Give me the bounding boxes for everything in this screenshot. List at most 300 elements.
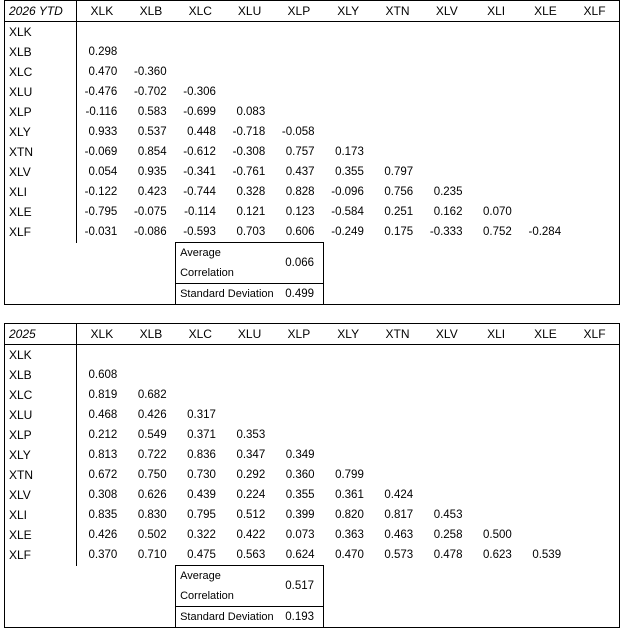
cell [225,22,274,43]
correlation-matrix-2025 [4,323,620,628]
cell [521,405,570,425]
cell [422,365,471,385]
spacer [324,284,373,305]
cell: -0.308 [232,146,266,158]
cell [274,82,323,102]
cell: -0.744 [183,186,216,198]
cell [521,102,570,122]
cell [225,405,274,425]
column-header-xli: XLI [471,1,520,22]
cell [176,365,225,385]
cell [570,445,619,465]
cell [373,365,422,385]
column-header-xlc: XLC [176,324,225,345]
row-label: XLU [5,405,77,425]
cell [422,42,471,62]
cell [422,445,471,465]
cell: -0.096 [331,186,364,198]
cell: 0.606 [285,226,315,238]
cell [324,425,373,445]
cell: 0.322 [187,529,216,541]
cell [570,405,619,425]
cell [521,445,570,465]
cell [570,122,619,142]
spacer [77,566,126,607]
cell: 0.453 [433,509,463,521]
cell: -0.476 [84,86,118,98]
cell [225,345,274,366]
cell: -0.031 [84,226,118,239]
cell [126,42,175,62]
column-header-xlp: XLP [274,1,323,22]
cell [324,365,373,385]
cell [373,22,422,43]
cell: 0.212 [88,429,118,441]
spacer [570,566,619,607]
cell: -0.058 [281,126,315,138]
cell: 0.070 [483,206,512,218]
cell [521,182,570,202]
cell [225,82,274,102]
spacer [324,566,373,607]
cell: -0.075 [133,206,167,218]
table-row [5,222,620,243]
cell [274,62,323,82]
summary-row-stdev [5,284,620,305]
cell [521,465,570,485]
cell: -0.341 [183,166,216,178]
cell [570,485,619,505]
cell: -0.086 [133,226,167,239]
cell: 0.308 [88,489,118,501]
spacer [126,243,175,284]
cell: 0.468 [88,409,118,421]
correlation-table [4,0,620,305]
cell [274,22,323,43]
row-label: XLC [5,385,77,405]
row-label: XTN [5,465,77,485]
table-row [5,62,620,82]
cell [324,82,373,102]
cell: 0.353 [236,429,266,441]
cell [570,425,619,445]
cell [373,385,422,405]
cell [521,62,570,82]
cell [373,102,422,122]
cell: 0.371 [187,429,216,441]
cell: 0.347 [236,449,266,461]
cell [570,525,619,545]
row-label: XLY [5,122,77,142]
cell: 0.750 [137,469,167,481]
cell [324,62,373,82]
row-label: XLI [5,182,77,202]
cell: 0.799 [335,469,364,481]
column-header-xly: XLY [324,324,373,345]
cell [570,222,619,243]
cell [570,42,619,62]
cell [570,162,619,182]
cell: 0.328 [236,186,266,198]
summary-value-standard-deviation: 0.193 [274,607,323,628]
cell: 0.797 [384,166,414,178]
spacer [570,607,619,628]
cell: 0.757 [285,146,315,158]
cell: 0.935 [137,166,167,178]
summary-label-average-correlation: Average Correlation [176,243,275,284]
column-header-xlf: XLF [570,1,619,22]
cell [422,425,471,445]
cell [225,385,274,405]
cell: -0.122 [84,186,118,198]
cell: 0.173 [335,146,364,158]
column-header-xlu: XLU [225,324,274,345]
cell [373,122,422,142]
spacer [521,566,570,607]
cell: 0.703 [236,226,266,238]
cell [422,405,471,425]
row-label: XLK [5,345,77,366]
spacer [5,243,77,284]
cell: 0.502 [137,529,167,541]
cell: 0.399 [285,509,315,521]
cell [570,142,619,162]
column-header-xli: XLI [471,324,520,345]
cell: -0.249 [331,226,364,239]
spacer [422,566,471,607]
cell [373,425,422,445]
cell [324,445,373,465]
row-label: XLE [5,525,77,545]
cell [521,385,570,405]
cell: 0.830 [137,509,167,521]
table-row [5,182,620,202]
spacer [570,284,619,305]
spacer [422,243,471,284]
column-header-xlk: XLK [77,1,126,22]
spacer [5,566,77,607]
cell: -0.699 [183,106,216,118]
cell [422,485,471,505]
table-row [5,142,620,162]
summary-label-standard-deviation: Standard Deviation [176,607,275,628]
column-header-xlk: XLK [77,324,126,345]
cell: 0.175 [384,226,414,239]
cell: 0.624 [285,549,315,561]
cell: 0.437 [285,166,315,178]
column-header-xlb: XLB [126,1,175,22]
spacer [471,284,520,305]
cell: 0.573 [384,549,414,562]
cell: 0.933 [88,126,118,138]
cell: -0.584 [331,206,364,218]
cell: 0.682 [137,389,167,401]
table-row [5,445,620,465]
spacer [77,243,126,284]
table-header-row [5,1,620,22]
column-header-xlc: XLC [176,1,225,22]
spacer [373,284,422,305]
cell: 0.422 [236,529,266,541]
spacer [422,284,471,305]
cell: 0.539 [532,549,562,562]
cell: -0.333 [429,226,463,239]
summary-row-stdev [5,607,620,628]
column-header-xle: XLE [521,324,570,345]
table-row [5,525,620,545]
cell [126,22,175,43]
cell [422,385,471,405]
cell [471,102,520,122]
cell: 0.463 [384,529,414,541]
spacer [324,607,373,628]
cell [176,385,225,405]
cell [570,182,619,202]
section-divider [0,305,624,323]
spacer [126,607,175,628]
spacer [471,243,520,284]
cell [471,505,520,525]
summary-value-standard-deviation: 0.499 [274,284,323,305]
table-row [5,545,620,566]
cell [471,182,520,202]
table-row [5,345,620,366]
table-row [5,202,620,222]
row-label: XLI [5,505,77,525]
cell [570,465,619,485]
column-header-xtn: XTN [373,324,422,345]
matrix-title: 2026 YTD [5,1,77,22]
cell [274,405,323,425]
cell: -0.761 [232,166,266,178]
table-row [5,122,620,142]
summary-row-average [5,566,620,607]
cell [176,42,225,62]
cell: 0.298 [88,46,118,58]
cell [126,365,175,385]
summary-value-average-correlation: 0.517 [274,566,323,607]
cell [422,102,471,122]
spacer [521,607,570,628]
matrix-title: 2025 [5,324,77,345]
cell [422,82,471,102]
cell: 0.426 [88,529,118,541]
cell [521,485,570,505]
cell: 0.836 [187,449,216,461]
cell [274,42,323,62]
cell [471,465,520,485]
cell [471,22,520,43]
cell [570,102,619,122]
cell [521,142,570,162]
table-row [5,405,620,425]
summary-row-average [5,243,620,284]
cell [570,505,619,525]
cell [126,345,175,366]
cell [570,545,619,566]
cell [471,162,520,182]
spacer [373,607,422,628]
cell [471,445,520,465]
cell: 0.355 [285,489,315,501]
cell [274,102,323,122]
cell [176,22,225,43]
cell [521,162,570,182]
cell: 0.835 [88,509,118,521]
cell [521,42,570,62]
cell: 0.828 [285,186,315,198]
table-header-row [5,324,620,345]
cell [373,142,422,162]
row-label: XLY [5,445,77,465]
cell [521,22,570,43]
cell [77,22,126,43]
cell: 0.583 [137,106,167,118]
cell: -0.612 [183,146,216,158]
cell: 0.756 [384,186,414,198]
row-label: XLK [5,22,77,43]
spacer [471,607,520,628]
cell: 0.722 [137,449,167,461]
cell: 0.349 [285,449,315,461]
cell: 0.121 [236,206,266,218]
cell: 0.854 [137,146,167,158]
cell [471,425,520,445]
cell [324,102,373,122]
table-row [5,485,620,505]
table-row [5,42,620,62]
cell: 0.672 [88,469,118,481]
row-label: XLP [5,102,77,122]
row-label: XLC [5,62,77,82]
cell [570,365,619,385]
cell [373,405,422,425]
cell: 0.363 [335,529,364,541]
spacer [5,607,77,628]
summary-label-average-correlation: Average Correlation [176,566,275,607]
cell [274,365,323,385]
cell: 0.423 [137,186,167,198]
cell: -0.116 [85,106,118,118]
cell [176,345,225,366]
cell [521,202,570,222]
cell [324,22,373,43]
row-label: XLU [5,82,77,102]
cell: 0.623 [483,549,512,562]
cell [422,345,471,366]
cell [521,525,570,545]
cell: 0.549 [137,429,167,441]
spacer [5,284,77,305]
cell: 0.478 [433,549,463,562]
cell: 0.563 [236,549,266,561]
correlation-table [4,323,620,628]
cell: 0.258 [433,529,463,541]
cell [521,505,570,525]
row-label: XLP [5,425,77,445]
cell: 0.752 [483,226,512,239]
table-row [5,102,620,122]
cell: 0.710 [137,549,167,562]
cell: -0.702 [133,86,167,98]
row-label: XLB [5,365,77,385]
cell [324,385,373,405]
cell [471,345,520,366]
cell: 0.292 [236,469,266,481]
spacer [570,243,619,284]
cell [176,62,225,82]
cell [570,62,619,82]
cell [373,82,422,102]
cell [324,405,373,425]
spacer [126,284,175,305]
cell: -0.114 [184,206,216,218]
cell: -0.718 [232,126,266,138]
cell: 0.813 [88,449,118,461]
table-row [5,465,620,485]
cell: 0.355 [335,166,364,178]
spacer [471,566,520,607]
cell [471,365,520,385]
column-header-xlu: XLU [225,1,274,22]
column-header-xlp: XLP [274,324,323,345]
cell: 0.500 [483,529,512,541]
cell: 0.820 [335,509,364,521]
cell [274,385,323,405]
table-row [5,385,620,405]
table-row [5,162,620,182]
cell [373,345,422,366]
spacer [373,243,422,284]
cell [570,385,619,405]
cell [521,425,570,445]
cell: 0.470 [335,549,364,562]
column-header-xlf: XLF [570,324,619,345]
row-label: XLV [5,485,77,505]
cell: -0.593 [183,226,216,238]
cell [274,425,323,445]
cell [521,122,570,142]
cell [422,162,471,182]
cell: 0.360 [285,469,315,481]
cell [373,62,422,82]
cell [521,365,570,385]
cell [225,62,274,82]
spacer [77,607,126,628]
cell [471,385,520,405]
cell [471,122,520,142]
column-header-xlb: XLB [126,324,175,345]
cell: 0.795 [187,509,216,521]
cell [570,82,619,102]
cell [225,42,274,62]
cell: 0.626 [137,489,167,501]
cell [521,82,570,102]
column-header-xlv: XLV [422,1,471,22]
cell: 0.512 [236,509,266,521]
cell: 0.073 [285,529,315,541]
row-label: XLV [5,162,77,182]
column-header-xlv: XLV [422,324,471,345]
cell [422,62,471,82]
cell: 0.537 [137,126,167,138]
cell: 0.361 [335,489,364,501]
cell: 0.317 [187,409,216,421]
cell [373,465,422,485]
cell: 0.730 [187,469,216,481]
cell: 0.819 [88,389,118,401]
cell: -0.795 [84,206,118,218]
